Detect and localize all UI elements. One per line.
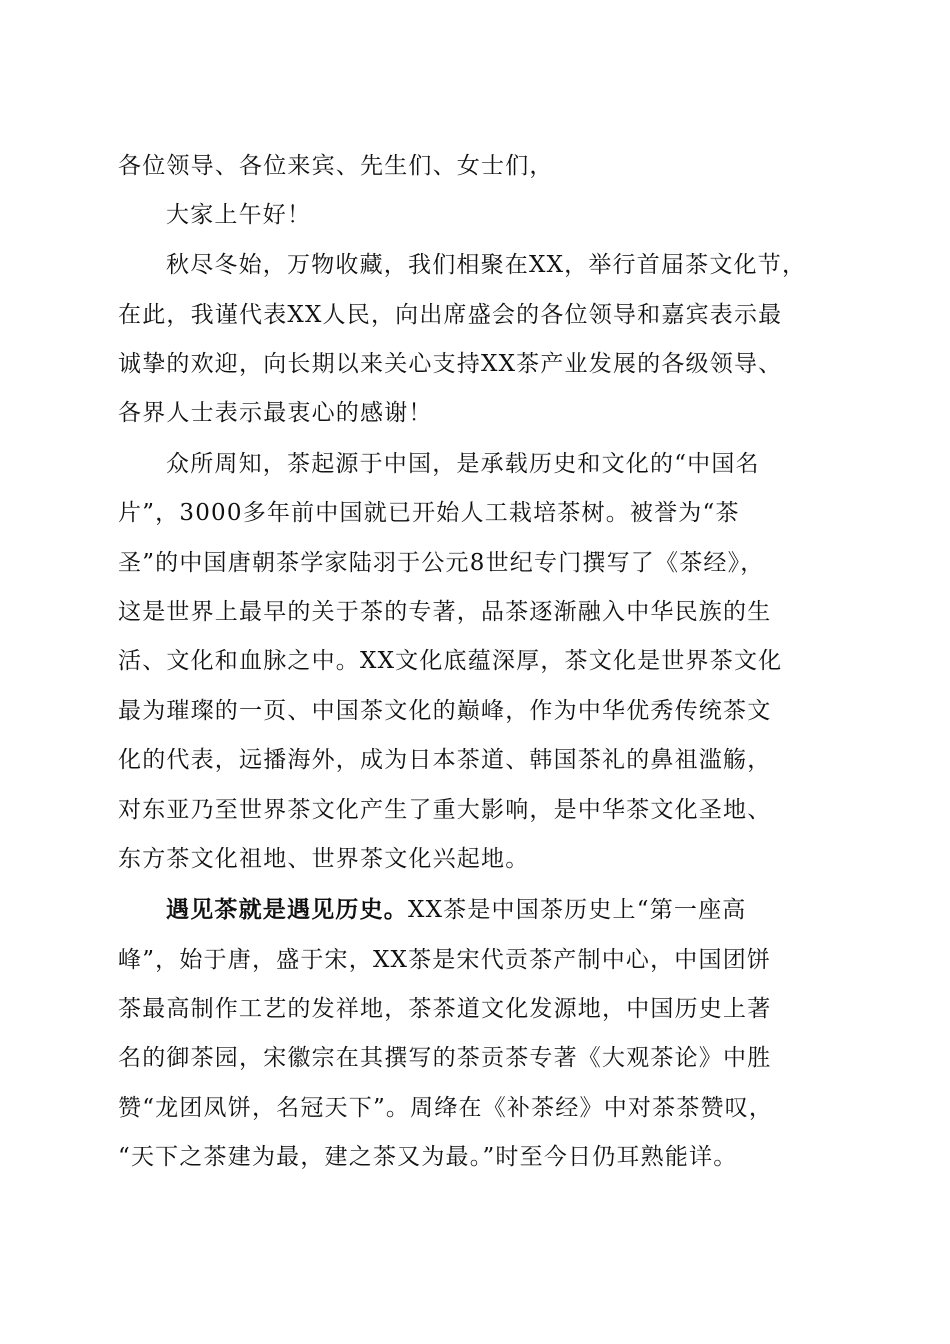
paragraph-3-line-5: 赞“龙团凤饼，名冠天下”。周绛在《补茶经》中对茶茶赞叹， bbox=[118, 1095, 774, 1121]
paragraph-3-line-1 bbox=[166, 895, 838, 925]
paragraph-2-line-8: 对东亚乃至世界茶文化产生了重大影响，是中华茶文化圣地、 bbox=[118, 797, 772, 823]
paragraph-3-line-1-rest: XX茶是中国茶历史上“第一座高 bbox=[408, 897, 747, 923]
salutation: 各位领导、各位来宾、先生们、女士们， bbox=[118, 153, 554, 179]
paragraph-2-line-9: 东方茶文化祖地、世界茶文化兴起地。 bbox=[118, 846, 530, 872]
paragraph-2-line-5: 活、文化和血脉之中。XX文化底蕴深厚，茶文化是世界茶文化 bbox=[118, 648, 783, 674]
paragraph-1-line-2: 在此，我谨代表XX人民，向出席盛会的各位领导和嘉宾表示最 bbox=[118, 302, 783, 328]
paragraph-3-line-2: 峰”，始于唐，盛于宋，XX茶是宋代贡茶产制中心，中国团饼 bbox=[118, 947, 772, 973]
paragraph-3-line-6: “天下之茶建为最，建之茶又为最。”时至今日仍耳熟能详。 bbox=[118, 1144, 738, 1170]
paragraph-3-line-4: 名的御茶园，宋徽宗在其撰写的茶贡茶专著《大观茶论》中胜 bbox=[118, 1045, 772, 1071]
paragraph-3-heading: 遇见茶就是遇见历史。 bbox=[166, 896, 408, 923]
paragraph-1-line-3: 诚挚的欢迎，向长期以来关心支持XX茶产业发展的各级领导、 bbox=[118, 351, 783, 377]
paragraph-1-line-4: 各界人士表示最衷心的感谢！ bbox=[118, 400, 433, 426]
paragraph-2-line-1: 众所周知，茶起源于中国，是承载历史和文化的“中国名 bbox=[166, 451, 760, 477]
paragraph-2-line-7: 化的代表，远播海外，成为日本茶道、韩国茶礼的鼻祖滥觞， bbox=[118, 747, 772, 773]
paragraph-2-line-4: 这是世界上最早的关于茶的专著，品茶逐渐融入中华民族的生 bbox=[118, 599, 772, 625]
paragraph-3-line-3: 茶最高制作工艺的发祥地，茶茶道文化发源地，中国历史上著 bbox=[118, 996, 772, 1022]
paragraph-2-line-2: 片”，3000多年前中国就已开始人工栽培茶树。被誉为“茶 bbox=[118, 500, 740, 526]
paragraph-1-line-1: 秋尽冬始，万物收藏，我们相聚在XX，举行首届茶文化节， bbox=[166, 252, 807, 278]
paragraph-2-line-6: 最为璀璨的一页、中国茶文化的巅峰，作为中华优秀传统茶文 bbox=[118, 698, 772, 724]
paragraph-2-line-3: 圣”的中国唐朝茶学家陆羽于公元8世纪专门撰写了《茶经》， bbox=[118, 550, 765, 576]
greeting: 大家上午好！ bbox=[166, 202, 312, 228]
